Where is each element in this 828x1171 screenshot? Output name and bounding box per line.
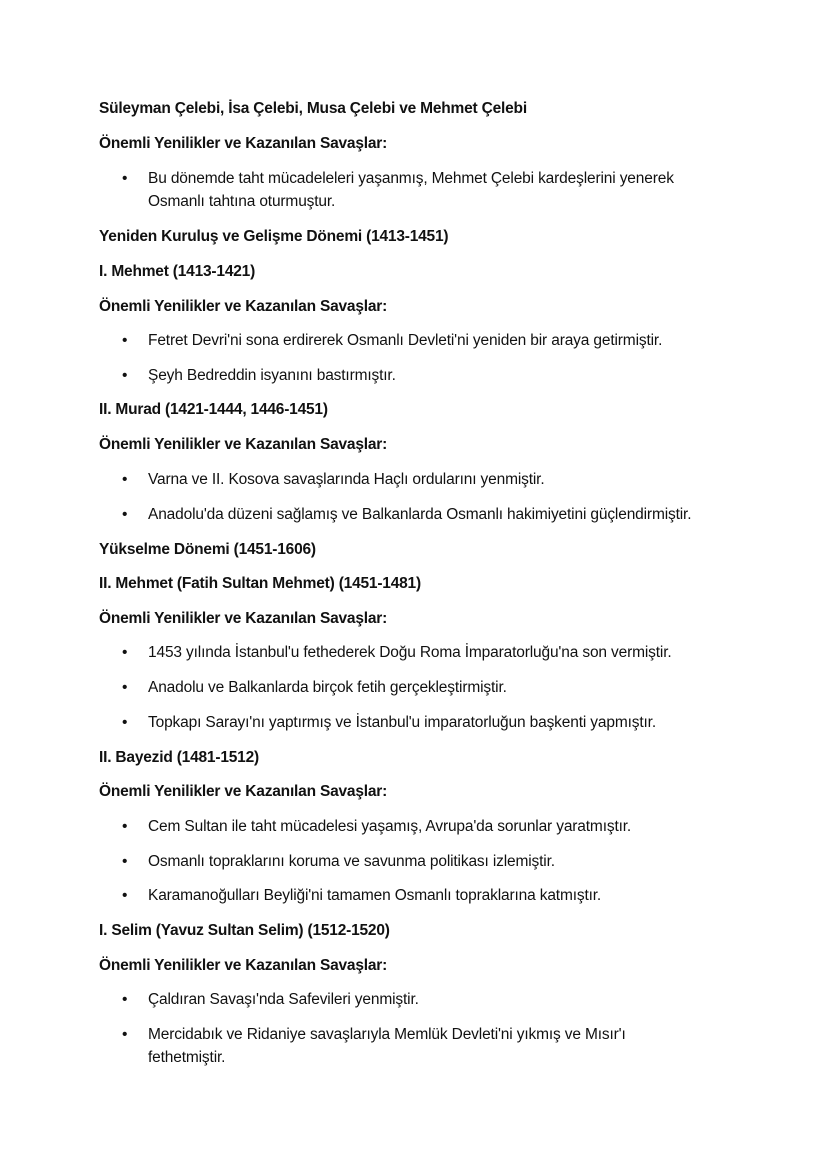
section-heading: I. Mehmet (1413-1421) <box>99 263 256 280</box>
section-heading: I. Selim (Yavuz Sultan Selim) (1512-1520) <box>99 922 390 939</box>
list-item-line: 1453 yılında İstanbul'u fethederek Doğu Roma İmparatorluğu'na son vermiştir. <box>148 644 672 661</box>
list-item-text <box>148 988 748 1011</box>
bullet-icon: • <box>122 679 128 696</box>
list-item-line: Topkapı Sarayı'nı yaptırmış ve İstanbul'u imparatorluğun başkenti yapmıştır. <box>148 714 656 731</box>
section-heading: Yükselme Dönemi (1451-1606) <box>99 541 316 558</box>
list-item-text <box>148 850 748 873</box>
list-item-line: Varna ve II. Kosova savaşlarında Haçlı ordularını yenmiştir. <box>148 471 545 488</box>
subsection-heading: Önemli Yenilikler ve Kazanılan Savaşlar: <box>99 298 388 315</box>
list-item-line: fethetmiştir. <box>148 1049 226 1066</box>
bullet-icon: • <box>122 991 128 1008</box>
bullet-icon: • <box>122 644 128 661</box>
list-item-text <box>148 815 748 838</box>
list-item-line: Bu dönemde taht mücadeleleri yaşanmış, Mehmet Çelebi kardeşlerini yenerek <box>148 170 674 187</box>
bullet-icon: • <box>122 1026 128 1043</box>
list-item-text <box>148 641 748 664</box>
subsection-heading: Önemli Yenilikler ve Kazanılan Savaşlar: <box>99 610 388 627</box>
section-heading: II. Mehmet (Fatih Sultan Mehmet) (1451-1481) <box>99 575 421 592</box>
section-heading: Süleyman Çelebi, İsa Çelebi, Musa Çelebi ve Mehmet Çelebi <box>99 100 527 117</box>
list-item-line: Osmanlı topraklarını koruma ve savunma politikası izlemiştir. <box>148 853 555 870</box>
list-item-line: Anadolu ve Balkanlarda birçok fetih gerçekleştirmiştir. <box>148 679 507 696</box>
list-item-text <box>148 364 748 387</box>
list-item-text <box>148 711 748 734</box>
bullet-icon: • <box>122 887 128 904</box>
bullet-icon: • <box>122 367 128 384</box>
bullet-icon: • <box>122 818 128 835</box>
bullet-icon: • <box>122 170 128 187</box>
list-item-line: Osmanlı tahtına oturmuştur. <box>148 193 336 210</box>
list-item-text <box>148 1023 748 1069</box>
bullet-icon: • <box>122 853 128 870</box>
list-item-text <box>148 329 748 352</box>
list-item-line: Şeyh Bedreddin isyanını bastırmıştır. <box>148 367 396 384</box>
list-item-text <box>148 503 748 526</box>
section-heading: II. Bayezid (1481-1512) <box>99 749 259 766</box>
bullet-icon: • <box>122 506 128 523</box>
list-item-text <box>148 884 748 907</box>
list-item-text <box>148 676 748 699</box>
list-item-line: Fetret Devri'ni sona erdirerek Osmanlı Devleti'ni yeniden bir araya getirmiştir. <box>148 332 663 349</box>
list-item-text <box>148 468 748 491</box>
list-item-line: Çaldıran Savaşı'nda Safevileri yenmiştir. <box>148 991 419 1008</box>
section-heading: II. Murad (1421-1444, 1446-1451) <box>99 401 328 418</box>
list-item-line: Karamanoğulları Beyliği'ni tamamen Osmanlı topraklarına katmıştır. <box>148 887 602 904</box>
subsection-heading: Önemli Yenilikler ve Kazanılan Savaşlar: <box>99 783 388 800</box>
subsection-heading: Önemli Yenilikler ve Kazanılan Savaşlar: <box>99 436 388 453</box>
bullet-icon: • <box>122 471 128 488</box>
list-item-line: Mercidabık ve Ridaniye savaşlarıyla Memlük Devleti'ni yıkmış ve Mısır'ı <box>148 1026 626 1043</box>
list-item-line: Cem Sultan ile taht mücadelesi yaşamış, Avrupa'da sorunlar yaratmıştır. <box>148 818 632 835</box>
subsection-heading: Önemli Yenilikler ve Kazanılan Savaşlar: <box>99 135 388 152</box>
bullet-icon: • <box>122 714 128 731</box>
bullet-icon: • <box>122 332 128 349</box>
list-item-line: Anadolu'da düzeni sağlamış ve Balkanlarda Osmanlı hakimiyetini güçlendirmiştir. <box>148 506 692 523</box>
section-heading: Yeniden Kuruluş ve Gelişme Dönemi (1413-1451) <box>99 228 449 245</box>
subsection-heading: Önemli Yenilikler ve Kazanılan Savaşlar: <box>99 957 388 974</box>
list-item-text <box>148 167 748 213</box>
